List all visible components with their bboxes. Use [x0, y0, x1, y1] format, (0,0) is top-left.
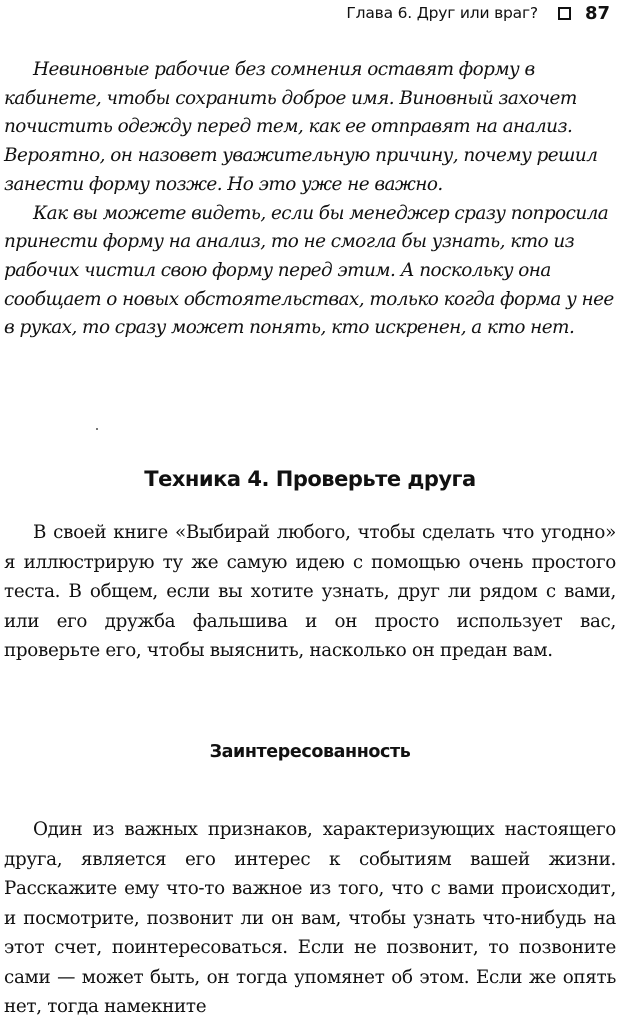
chapter-title: Глава 6. Друг или враг?	[346, 4, 538, 22]
subsection-paragraph: Один из важных признаков, характеризующих настоящего друга, является его интерес к событиям вашей жизни. Расскажите ему что-то важное из того, что с вами происходит, и посмотрите, позвонит ли он вам, чтобы узнать что-нибудь на этот счет, поинтересоваться. Если не позвонит, то позвоните сами — может быть, он тогда упомянет об этом. Если же опять нет, тогда намекните	[4, 819, 616, 1017]
section-body	[4, 518, 616, 666]
section-heading: Техника 4. Проверьте друга	[144, 467, 476, 491]
print-speck	[96, 428, 98, 430]
italic-example-text	[4, 56, 616, 343]
subsection-body	[4, 815, 616, 1022]
square-bullet-icon	[558, 7, 571, 20]
italic-paragraph-1: Невиновные рабочие без сомнения оставят форму в кабинете, чтобы сохранить доброе имя. Виновный захочет почистить одежду перед тем, как ее отправят на анализ. Вероятно, он назовет уважительную причину, почему решил занести форму позже. Но это уже не важно.	[4, 59, 598, 195]
running-head	[346, 0, 610, 26]
italic-paragraph-2: Как вы можете видеть, если бы менеджер сразу попросила принести форму на анализ, то не смогла бы узнать, кто из рабочих чистил свою форму перед этим. А поскольку она сообщает о новых обстоятельствах, только когда форма у нее в руках, то сразу может понять, кто искренен, а кто нет.	[4, 202, 614, 339]
subsection-heading: Заинтересованность	[209, 742, 411, 762]
page-number: 87	[584, 2, 610, 24]
section-paragraph: В своей книге «Выбирай любого, чтобы сделать что угодно» я иллюстрирую ту же самую идею с помощью очень простого теста. В общем, если вы хотите узнать, друг ли рядом с вами, или его дружба фальшива и он просто использует вас, проверьте его, чтобы выяснить, насколько он предан вам.	[4, 522, 616, 661]
